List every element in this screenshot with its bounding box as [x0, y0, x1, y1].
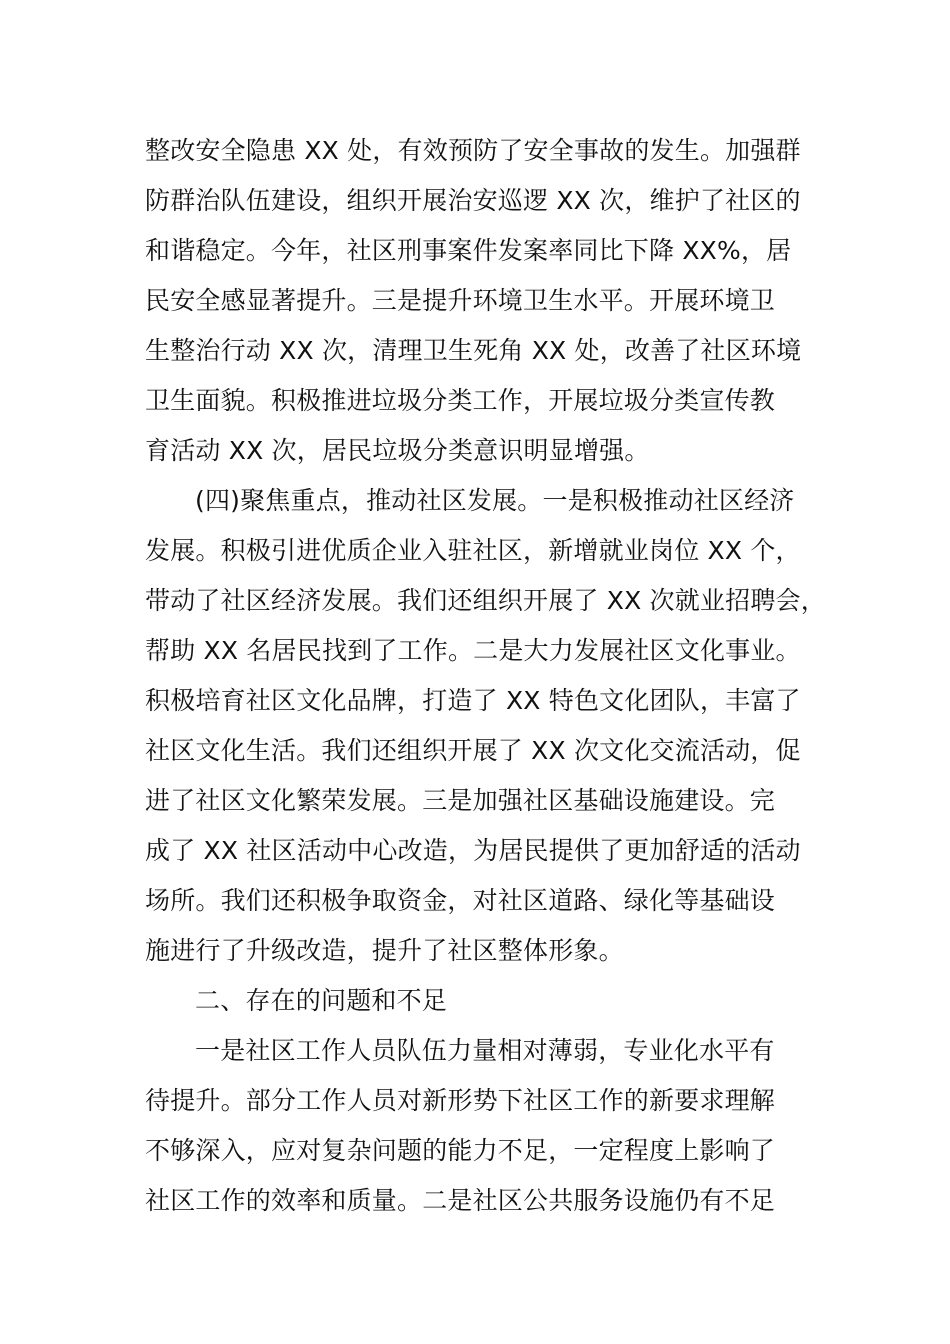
text-line: 育活动 XX 次，居民垃圾分类意识明显增强。	[145, 436, 650, 465]
text-line: 和谐稳定。今年，社区刑事案件发案率同比下降 XX%，居	[145, 236, 792, 265]
text-line: 待提升。部分工作人员对新形势下社区工作的新要求理解	[145, 1086, 776, 1115]
section-heading: 二、存在的问题和不足	[195, 986, 448, 1015]
text-line: 不够深入，应对复杂问题的能力不足，一定程度上影响了	[145, 1136, 776, 1165]
text-line: 生整治行动 XX 次，清理卫生死角 XX 处，改善了社区环境	[145, 336, 802, 365]
text-line: 卫生面貌。积极推进垃圾分类工作，开展垃圾分类宣传教	[145, 386, 776, 415]
text-line: 社区工作的效率和质量。二是社区公共服务设施仍有不足	[145, 1186, 776, 1215]
paragraph-start-line: 一是社区工作人员队伍力量相对薄弱，专业化水平有	[195, 1036, 775, 1065]
text-line: 带动了社区经济发展。我们还组织开展了 XX 次就业招聘会，	[145, 586, 826, 615]
document-body	[145, 126, 835, 1226]
paragraph-start-line: (四)聚焦重点，推动社区发展。一是积极推动社区经济	[195, 486, 795, 515]
text-line: 整改安全隐患 XX 处，有效预防了安全事故的发生。加强群	[145, 136, 801, 165]
text-line: 场所。我们还积极争取资金，对社区道路、绿化等基础设	[145, 886, 776, 915]
text-line: 施进行了升级改造，提升了社区整体形象。	[145, 936, 624, 965]
text-line: 社区文化生活。我们还组织开展了 XX 次文化交流活动，促	[145, 736, 801, 765]
text-line: 积极培育社区文化品牌，打造了 XX 特色文化团队，丰富了	[145, 686, 801, 715]
text-line: 成了 XX 社区活动中心改造，为居民提供了更加舒适的活动	[145, 836, 801, 865]
text-line: 民安全感显著提升。三是提升环境卫生水平。开展环境卫	[145, 286, 776, 315]
text-line: 防群治队伍建设，组织开展治安巡逻 XX 次，维护了社区的	[145, 186, 801, 215]
text-line: 帮助 XX 名居民找到了工作。二是大力发展社区文化事业。	[145, 636, 801, 665]
text-line: 进了社区文化繁荣发展。三是加强社区基础设施建设。完	[145, 786, 776, 815]
text-line: 发展。积极引进优质企业入驻社区，新增就业岗位 XX 个，	[145, 536, 801, 565]
